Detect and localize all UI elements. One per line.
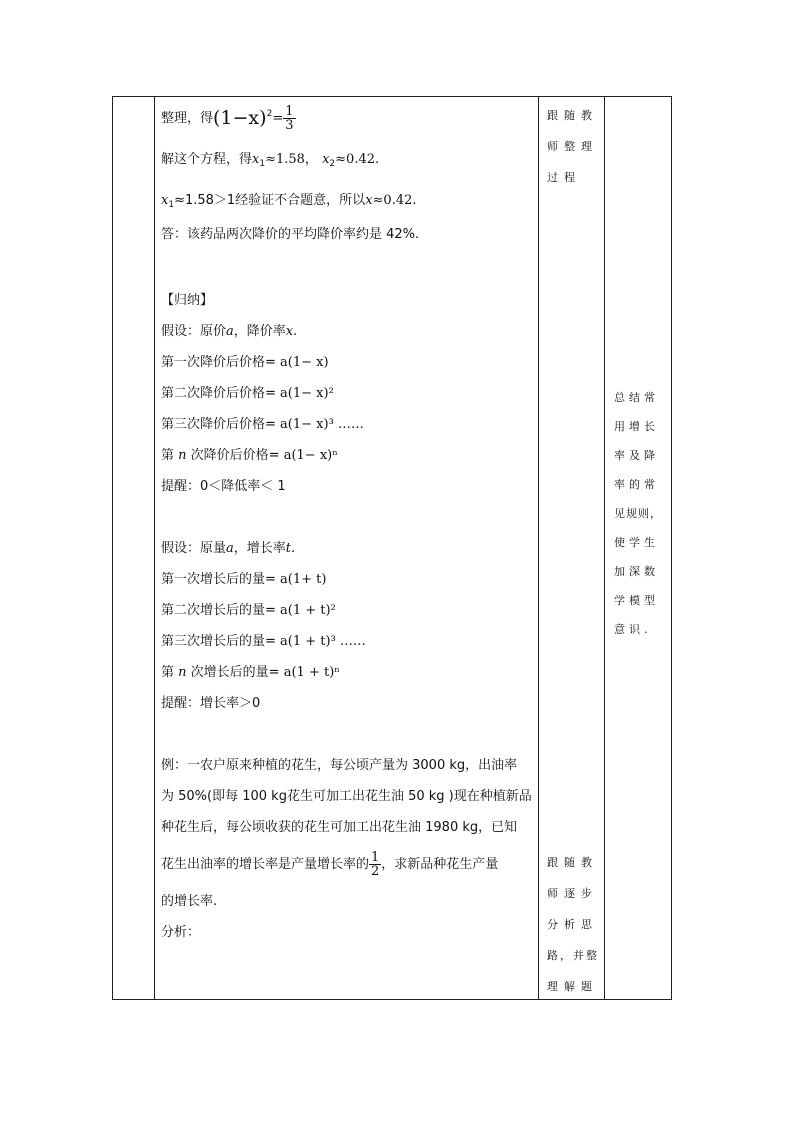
intent-7: 加深数	[614, 565, 659, 578]
solution-line-2: 解这个方程，得$x_1\approx 1.58$， $x_2\approx 0.42$.	[161, 152, 380, 169]
student-activity-cell	[539, 97, 605, 999]
solution-answer: 答：该药品两次降价的平均降价率约是 42%.	[161, 227, 420, 242]
increase-line-1: 第一次增长后的量= a(1+ t)	[161, 572, 327, 587]
example-line-1: 例：一农户原来种植的花生，每公顷产量为 3000 kg，出油率	[161, 758, 518, 773]
intent-6: 使学生	[614, 536, 659, 549]
solution-line-3: $x_1\approx 1.58>1$经验证不合题意，所以x≈0.42.	[161, 193, 417, 210]
note-top-3: 过程	[547, 171, 581, 184]
note-bottom-5: 理解题	[547, 980, 598, 993]
increase-reminder: 提醒：增长率＞0	[161, 696, 261, 711]
intent-9: 意识.	[614, 623, 652, 636]
decrease-line-3: 第三次降价后价格= a(1− x)³ ……	[161, 417, 364, 432]
content-cell	[154, 97, 538, 999]
note-bottom-1: 跟随教	[547, 856, 598, 869]
design-intent-cell	[605, 97, 673, 999]
note-top-1: 跟随教	[547, 109, 598, 122]
decrease-assumption: 假设：原价a，降价率x.	[161, 324, 298, 339]
intent-5: 见规则，	[614, 507, 662, 520]
note-bottom-3: 分析思	[547, 918, 598, 931]
intent-3: 率及降	[614, 449, 659, 462]
intent-4: 率的常	[614, 478, 659, 491]
note-top-2: 师整理	[547, 140, 598, 153]
analysis-label: 分析：	[161, 925, 201, 940]
example-line-5: 的增长率.	[161, 894, 218, 909]
intent-1: 总结常	[614, 391, 659, 404]
note-bottom-2: 师逐步	[547, 887, 598, 900]
summary-heading: 【归纳】	[161, 293, 214, 308]
decrease-line-1: 第一次降价后价格= a(1− x)	[161, 355, 329, 370]
fraction-one-third: $\frac{1}{3}$	[285, 104, 294, 133]
decrease-line-2: 第二次降价后价格= a(1− x)²	[161, 386, 334, 401]
intent-8: 学模型	[614, 594, 659, 607]
increase-line-n: 第 n 次增长后的量= a(1 + t)ⁿ	[161, 665, 340, 680]
increase-line-2: 第二次增长后的量= a(1 + t)²	[161, 603, 336, 618]
solution-line-1: 整理，得$(1-x)^2=$ $\frac{1}{3}$	[161, 104, 294, 133]
lesson-table	[112, 96, 672, 1000]
decrease-reminder: 提醒：0＜降低率＜ 1	[161, 479, 286, 494]
intent-2: 用增长	[614, 420, 659, 433]
decrease-line-n: 第 n 次降价后价格= a(1− x)ⁿ	[161, 448, 338, 463]
note-bottom-4: 路，并整	[547, 949, 599, 962]
increase-line-3: 第三次增长后的量= a(1 + t)³ ……	[161, 634, 366, 649]
example-line-3: 种花生后，每公顷收获的花生可加工出花生油 1980 kg，已知	[161, 820, 518, 835]
example-line-2: 为 50%(即每 100 kg花生可加工出花生油 50 kg )现在种植新品	[161, 789, 532, 804]
increase-assumption: 假设：原量a，增长率t.	[161, 541, 296, 556]
example-line-4: 花生出油率的增长率是产量增长率的 $\frac{1}{2}$ ，求新品种花生产量	[161, 850, 499, 879]
fraction-one-half: $\frac{1}{2}$	[371, 850, 380, 879]
